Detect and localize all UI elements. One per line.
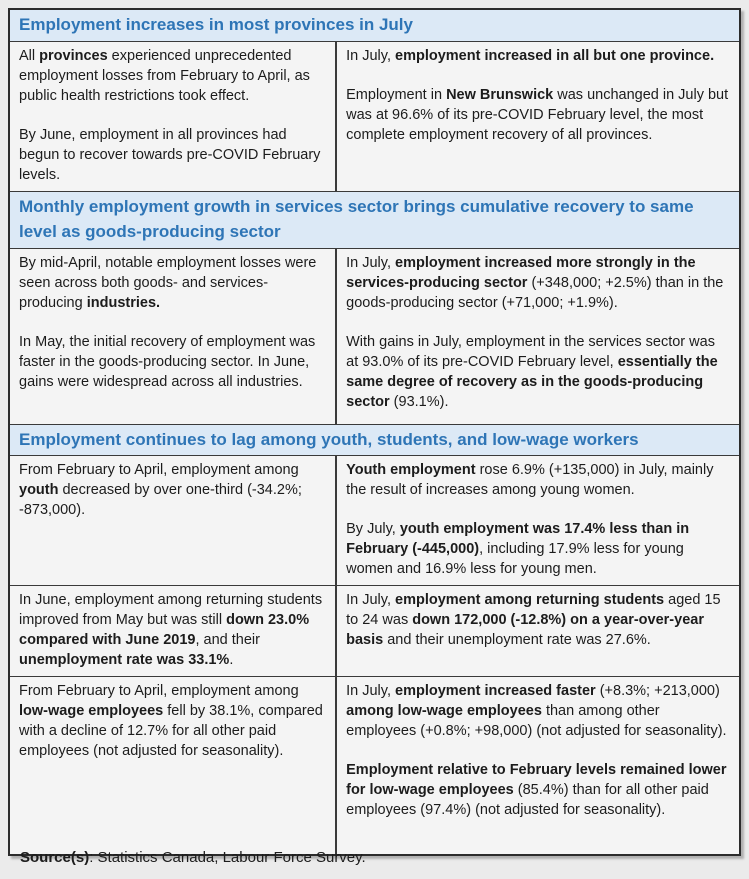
bold-text: employment among returning students (395, 592, 665, 608)
paragraph: In July, employment increased in all but one province. (346, 47, 715, 64)
report-table (8, 8, 741, 856)
bold-text: Youth employment (346, 462, 476, 478)
bold-text: youth (19, 482, 59, 498)
paragraph: In July, employment increased more strongly in the services-producing sector (+348,000; +2.5%) than in the goods-producing sector (+71,000; +1.9%). (346, 254, 724, 311)
bold-text: youth employment was 17.4% less than in February (-445,000) (346, 521, 690, 557)
paragraph: From February to April, employment among youth decreased by over one-third (-34.2%; -873,000). (19, 462, 302, 518)
paragraph: By July, youth employment was 17.4% less than in February (-445,000), including 17.9% less for young women and 16.9% less for young men. (346, 521, 690, 577)
bold-text: among low-wage employees (346, 703, 542, 719)
cell-sectors-context (10, 249, 335, 424)
cell-students-july (335, 586, 739, 676)
paragraph: By mid-April, notable employment losses were seen across both goods- and services-producing industries. (19, 254, 317, 311)
cell-students-context (10, 586, 335, 676)
bold-text: unemployment rate was 33.1% (19, 652, 230, 668)
section-header-youth-students-lowwage: Employment continues to lag among youth, students, and low-wage workers (10, 424, 739, 457)
cell-sectors-july (335, 249, 739, 424)
cell-lowwage-july (335, 677, 739, 854)
cell-lowwage-context (10, 677, 335, 854)
table-row (10, 456, 739, 585)
bold-text: provinces (39, 47, 108, 64)
paragraph: In July, employment among returning students aged 15 to 24 was down 172,000 (-12.8%) on a year-over-year basis and their unemployment rate was 27.6%. (346, 592, 721, 648)
bold-text: down 23.0% compared with June 2019 (19, 612, 310, 648)
table-row (10, 676, 739, 854)
paragraph: Employment in New Brunswick was unchanged in July but was at 96.6% of its pre-COVID February level, the most complete employment recovery of all provinces. (346, 86, 729, 143)
cell-youth-july (335, 456, 739, 585)
paragraph: In June, employment among returning students improved from May but was still down 23.0% compared with June 2019, and their unemployment rate was 33.1%. (19, 592, 323, 668)
bold-text: Employment relative to February levels remained lower for low-wage employees (346, 762, 727, 798)
paragraph: In July, employment increased faster (+8.3%; +213,000) among low-wage employees than among other employees (+0.8%; +98,000) (not adjusted for seasonality). (346, 683, 727, 739)
table-row (10, 42, 739, 191)
source-text: : Statistics Canada, Labour Force Survey. (89, 849, 366, 866)
section-header-provinces: Employment increases in most provinces in July (10, 10, 739, 42)
table-row (10, 585, 739, 676)
paragraph: All provinces experienced unprecedented employment losses from February to April, as public health restrictions took effect. (19, 47, 310, 104)
bold-text: low-wage employees (19, 703, 164, 719)
bold-text: industries. (86, 294, 161, 311)
paragraph: In May, the initial recovery of employment was faster in the goods-producing sector. In June, gains were widespread across all industries. (19, 333, 316, 390)
paragraph: From February to April, employment among low-wage employees fell by 38.1%, compared with a decline of 12.7% for all other paid employees (not adjusted for seasonality). (19, 683, 323, 759)
source-note (20, 849, 366, 866)
cell-youth-context (10, 456, 335, 585)
bold-text: New Brunswick (446, 86, 554, 103)
paragraph: Youth employment rose 6.9% (+135,000) in July, mainly the result of increases among young women. (346, 462, 714, 498)
paragraph: With gains in July, employment in the services sector was at 93.0% of its pre-COVID February level, essentially the same degree of recovery as in the goods-producing sector (93.1%). (346, 333, 718, 410)
bold-text: employment increased in all but one province. (395, 47, 715, 64)
source-label: Source(s) (20, 849, 90, 866)
bold-text: down 172,000 (-12.8%) on a year-over-year basis (346, 612, 704, 648)
cell-provinces-july (335, 42, 739, 191)
bold-text: employment increased more strongly in the services-producing sector (346, 254, 696, 291)
bold-text: employment increased faster (395, 683, 596, 699)
bold-text: essentially the same degree of recovery as in the goods-producing sector (346, 353, 718, 410)
table-row (10, 249, 739, 424)
paragraph: By June, employment in all provinces had begun to recover towards pre-COVID February levels. (19, 126, 321, 183)
paragraph: Employment relative to February levels remained lower for low-wage employees (85.4%) than for all other paid employees (97.4%) (not adjusted for seasonality). (346, 762, 727, 818)
section-header-sectors: Monthly employment growth in services sector brings cumulative recovery to same level as goods-producing sector (10, 191, 739, 249)
cell-provinces-context (10, 42, 335, 191)
